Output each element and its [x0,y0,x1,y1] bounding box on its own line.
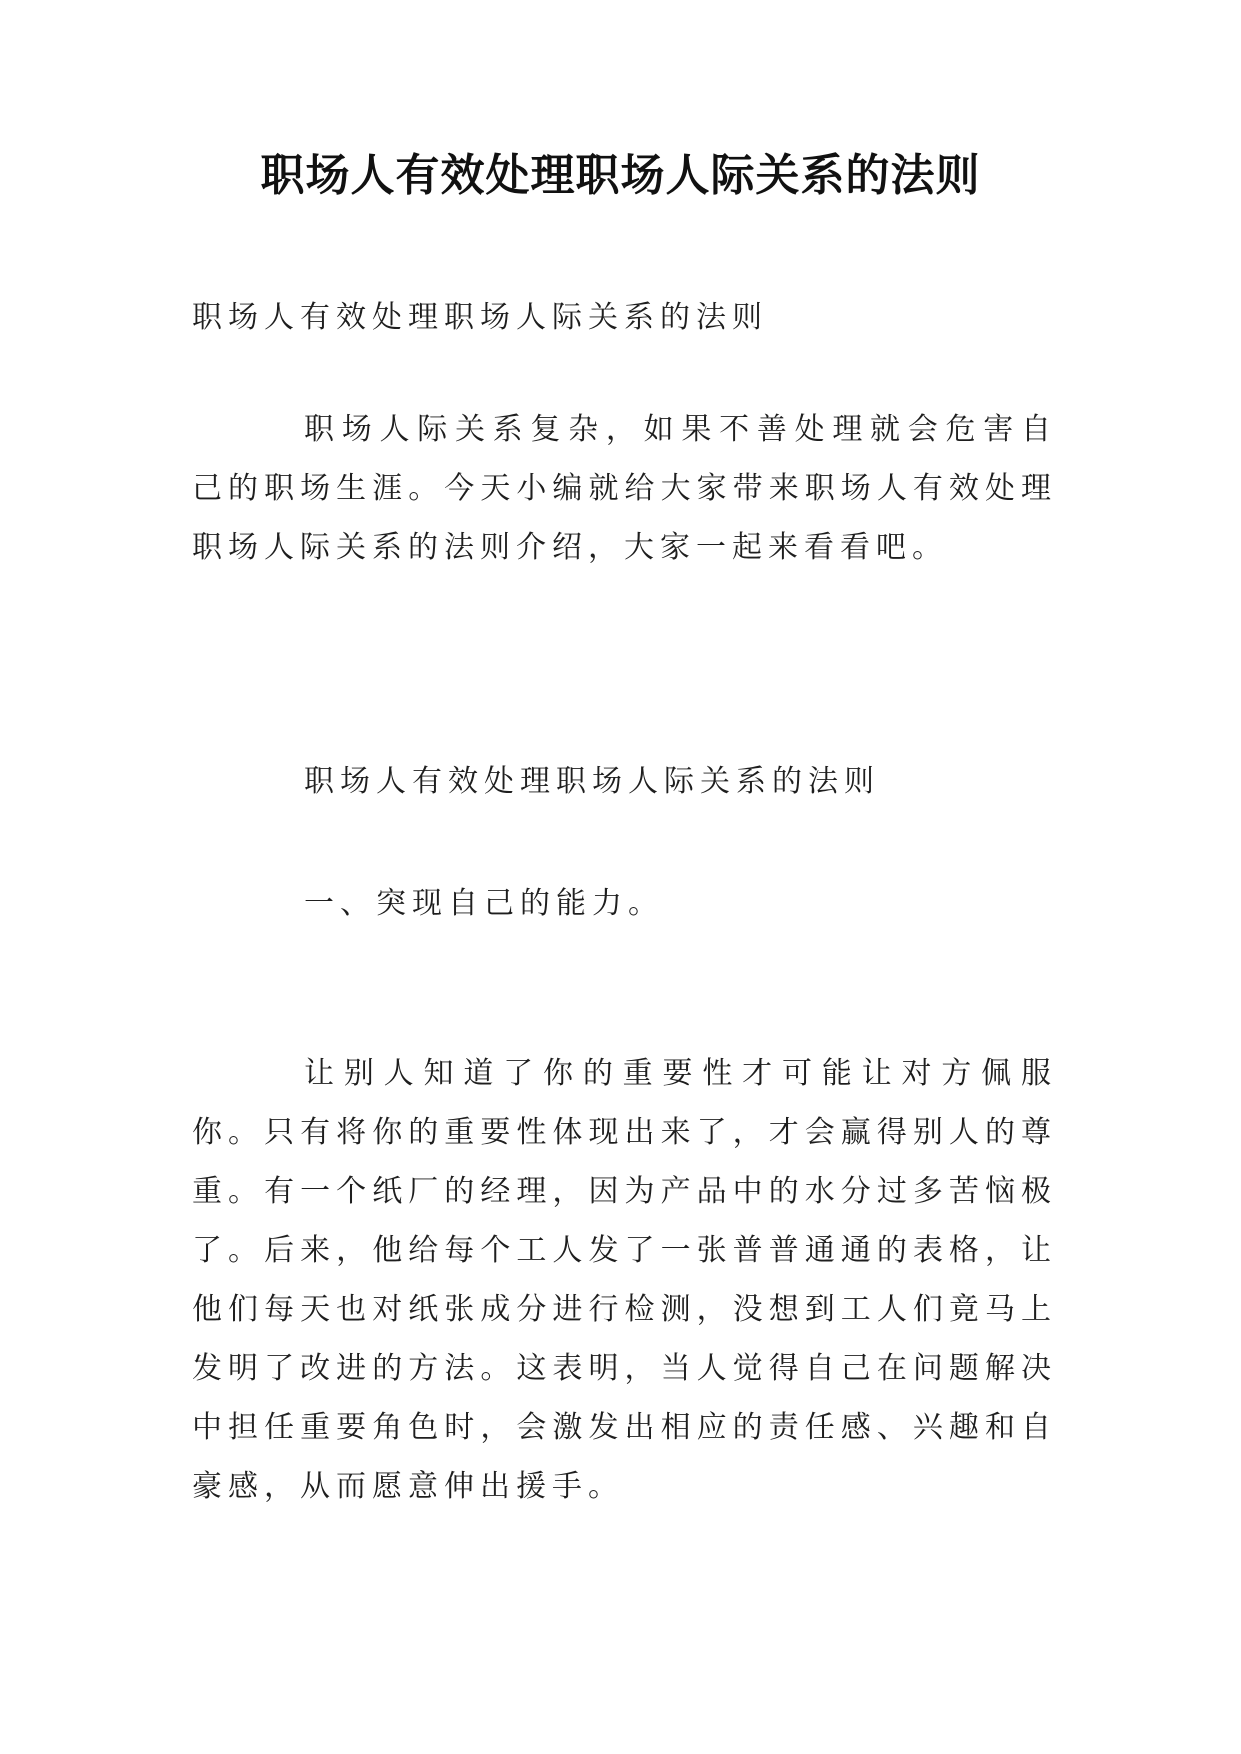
section-heading: 职场人有效处理职场人际关系的法则 [304,764,880,799]
intro-paragraph: 职场人际关系复杂，如果不善处理就会危害自己的职场生涯。今天小编就给大家带来职场人有效处理职场人际关系的法则介绍，大家一起来看看吧。 [192,412,1057,565]
point-one-heading: 一、突现自己的能力。 [304,886,664,921]
document-subtitle: 职场人有效处理职场人际关系的法则 [192,300,768,335]
point-one-paragraph: 让别人知道了你的重要性才可能让对方佩服你。只有将你的重要性体现出来了，才会赢得别人的尊重。有一个纸厂的经理，因为产品中的水分过多苦恼极了。后来，他给每个工人发了一张普普通通的表格，让他们每天也对纸张成分进行检测，没想到工人们竟马上发明了改进的方法。这表明，当人觉得自己在问题解决中担任重要角色时，会激发出相应的责任感、兴趣和自豪感，从而愿意伸出援手。 [192,1056,1057,1504]
document-title: 职场人有效处理职场人际关系的法则 [260,150,981,201]
